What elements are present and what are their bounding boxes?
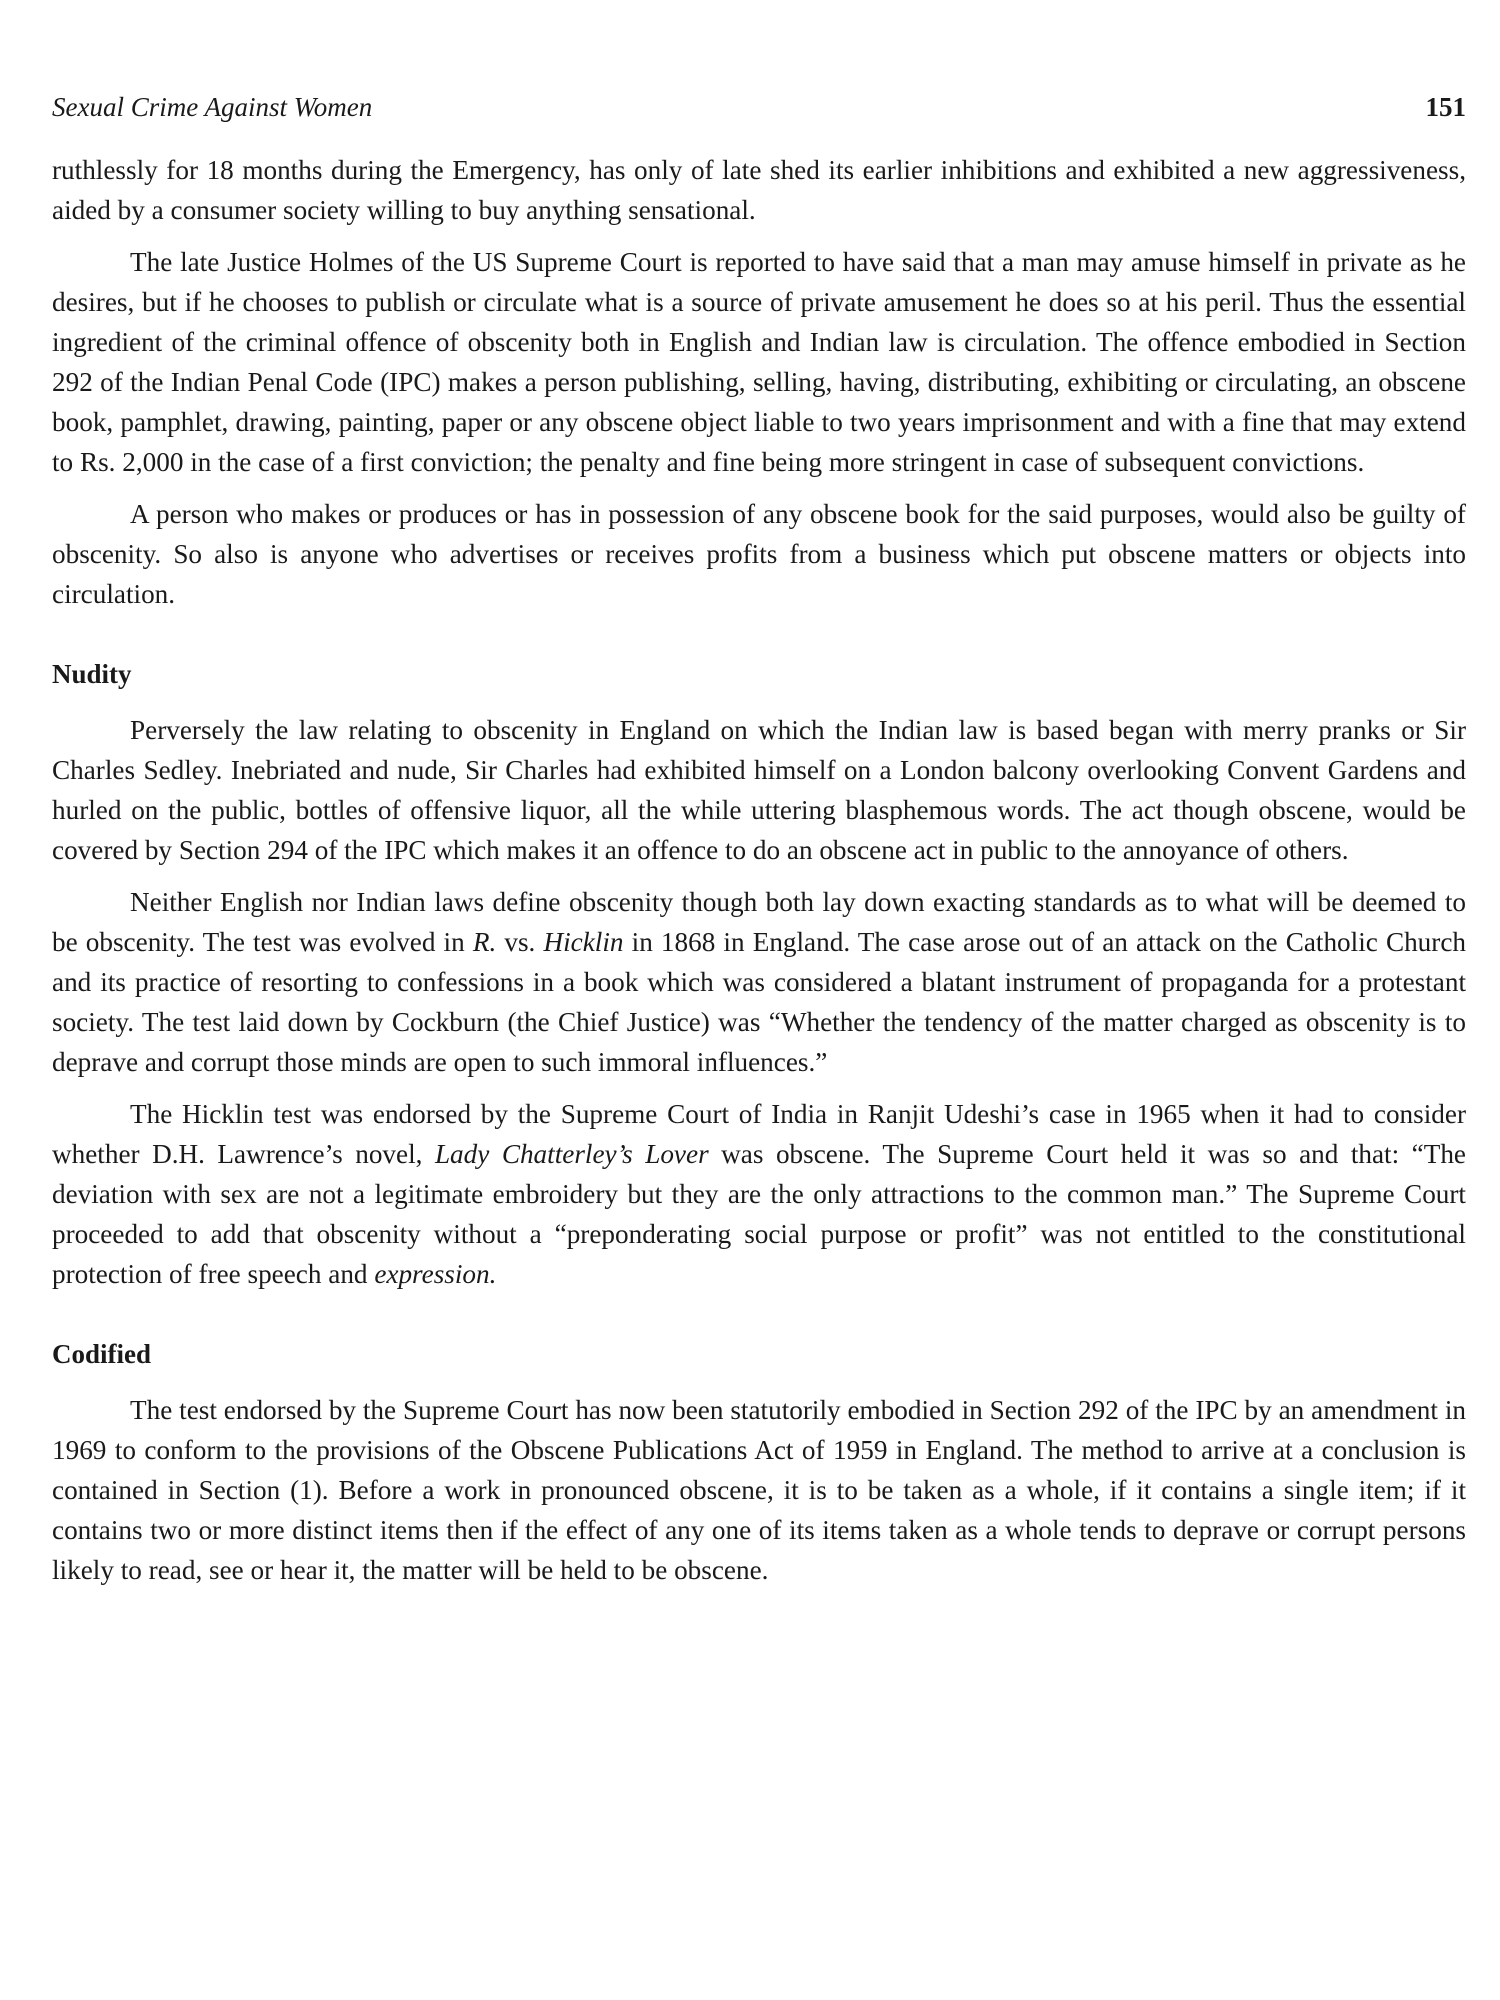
text-run: The Hicklin test was endorsed by the Supreme Court of India in Ranjit Udeshi’s case in 1965 when it had to consider whether D.H. Lawrence’s novel, bbox=[52, 1099, 1466, 1169]
paragraph-udeshi bbox=[52, 1094, 1466, 1294]
case-name-italic: R. bbox=[472, 927, 497, 957]
running-header bbox=[52, 92, 1466, 132]
paragraph-sedley: Perversely the law relating to obscenity in England on which the Indian law is based began with merry pranks or Sir Charles Sedley. Inebriated and nude, Sir Charles had exhibited himself on a London balcony overlooking Convent Gardens and hurled on the public, bottles of offensive liquor, all the while uttering blasphemous words. The act though obscene, would be covered by Section 294 of the IPC which makes it an offence to do an obscene act in public to the annoyance of others. bbox=[52, 715, 1466, 865]
section-heading-nudity: Nudity bbox=[52, 659, 132, 689]
page-number: 151 bbox=[1425, 92, 1466, 122]
text-run: Neither English nor Indian laws define obscenity though both lay down exacting standards as to what will be deemed to be obscenity. The test was evolved in bbox=[52, 887, 1466, 957]
emphasis-italic: expression. bbox=[374, 1259, 497, 1289]
running-title: Sexual Crime Against Women bbox=[52, 92, 373, 122]
paragraph-continued: ruthlessly for 18 months during the Emergency, has only of late shed its earlier inhibitions and exhibited a new aggressiveness, aided by a consumer society willing to buy anything sensational. bbox=[52, 155, 1466, 225]
case-name-italic: Hicklin bbox=[543, 927, 624, 957]
paragraph-section-292: The test endorsed by the Supreme Court has now been statutorily embodied in Section 292 of the IPC by an amendment in 1969 to conform to the provisions of the Obscene Publications Act of 1959 in England. The method to arrive at a conclusion is contained in Section (1). Before a work in pronounced obscene, it is to be taken as a whole, if it contains a single item; if it contains two or more distinct items then if the effect of any one of its items taken as a whole tends to deprave or corrupt persons likely to read, see or hear it, the matter will be held to be obscene. bbox=[52, 1395, 1466, 1585]
text-run: in 1868 in England. The case arose out of an attack on the Catholic Church and its practice of resorting to confessions in a book which was considered a blatant instrument of propaganda for a protestant society. The test laid down by Cockburn (the Chief Justice) was “Whether the tendency of the matter charged as obscenity is to deprave and corrupt those minds are open to such immoral influences.” bbox=[52, 927, 1466, 1077]
paragraph-holmes: The late Justice Holmes of the US Supreme Court is reported to have said that a man may amuse himself in private as he desires, but if he chooses to publish or circulate what is a source of private amusement he does so at his peril. Thus the essential ingredient of the criminal offence of obscenity both in English and Indian law is circulation. The offence embodied in Section 292 of the Indian Penal Code (IPC) makes a person publishing, selling, having, distributing, exhibiting or circulating, an obscene book, pamphlet, drawing, painting, paper or any obscene object liable to two years imprisonment and with a fine that may extend to Rs. 2,000 in the case of a first conviction; the penalty and fine being more stringent in case of subsequent convictions. bbox=[52, 247, 1466, 477]
text-run: was obscene. The Supreme Court held it was so and that: “The deviation with sex are not a legitimate embroidery but they are the only attractions to the common man.” The Supreme Court proceeded to add that obscenity without a “preponderating social purpose or profit” was not entitled to the constitutional protection of free speech and bbox=[52, 1139, 1466, 1289]
paragraph-possession: A person who makes or produces or has in possession of any obscene book for the said purposes, would also be guilty of obscenity. So also is anyone who advertises or receives profits from a business which put obscene matters or objects into circulation. bbox=[52, 499, 1466, 609]
section-heading-codified: Codified bbox=[52, 1339, 152, 1369]
text-run: vs. bbox=[496, 927, 544, 957]
book-title-italic: Lady Chatterley’s Lover bbox=[434, 1139, 709, 1169]
book-page bbox=[52, 92, 1466, 1602]
paragraph-hicklin bbox=[52, 882, 1466, 1082]
